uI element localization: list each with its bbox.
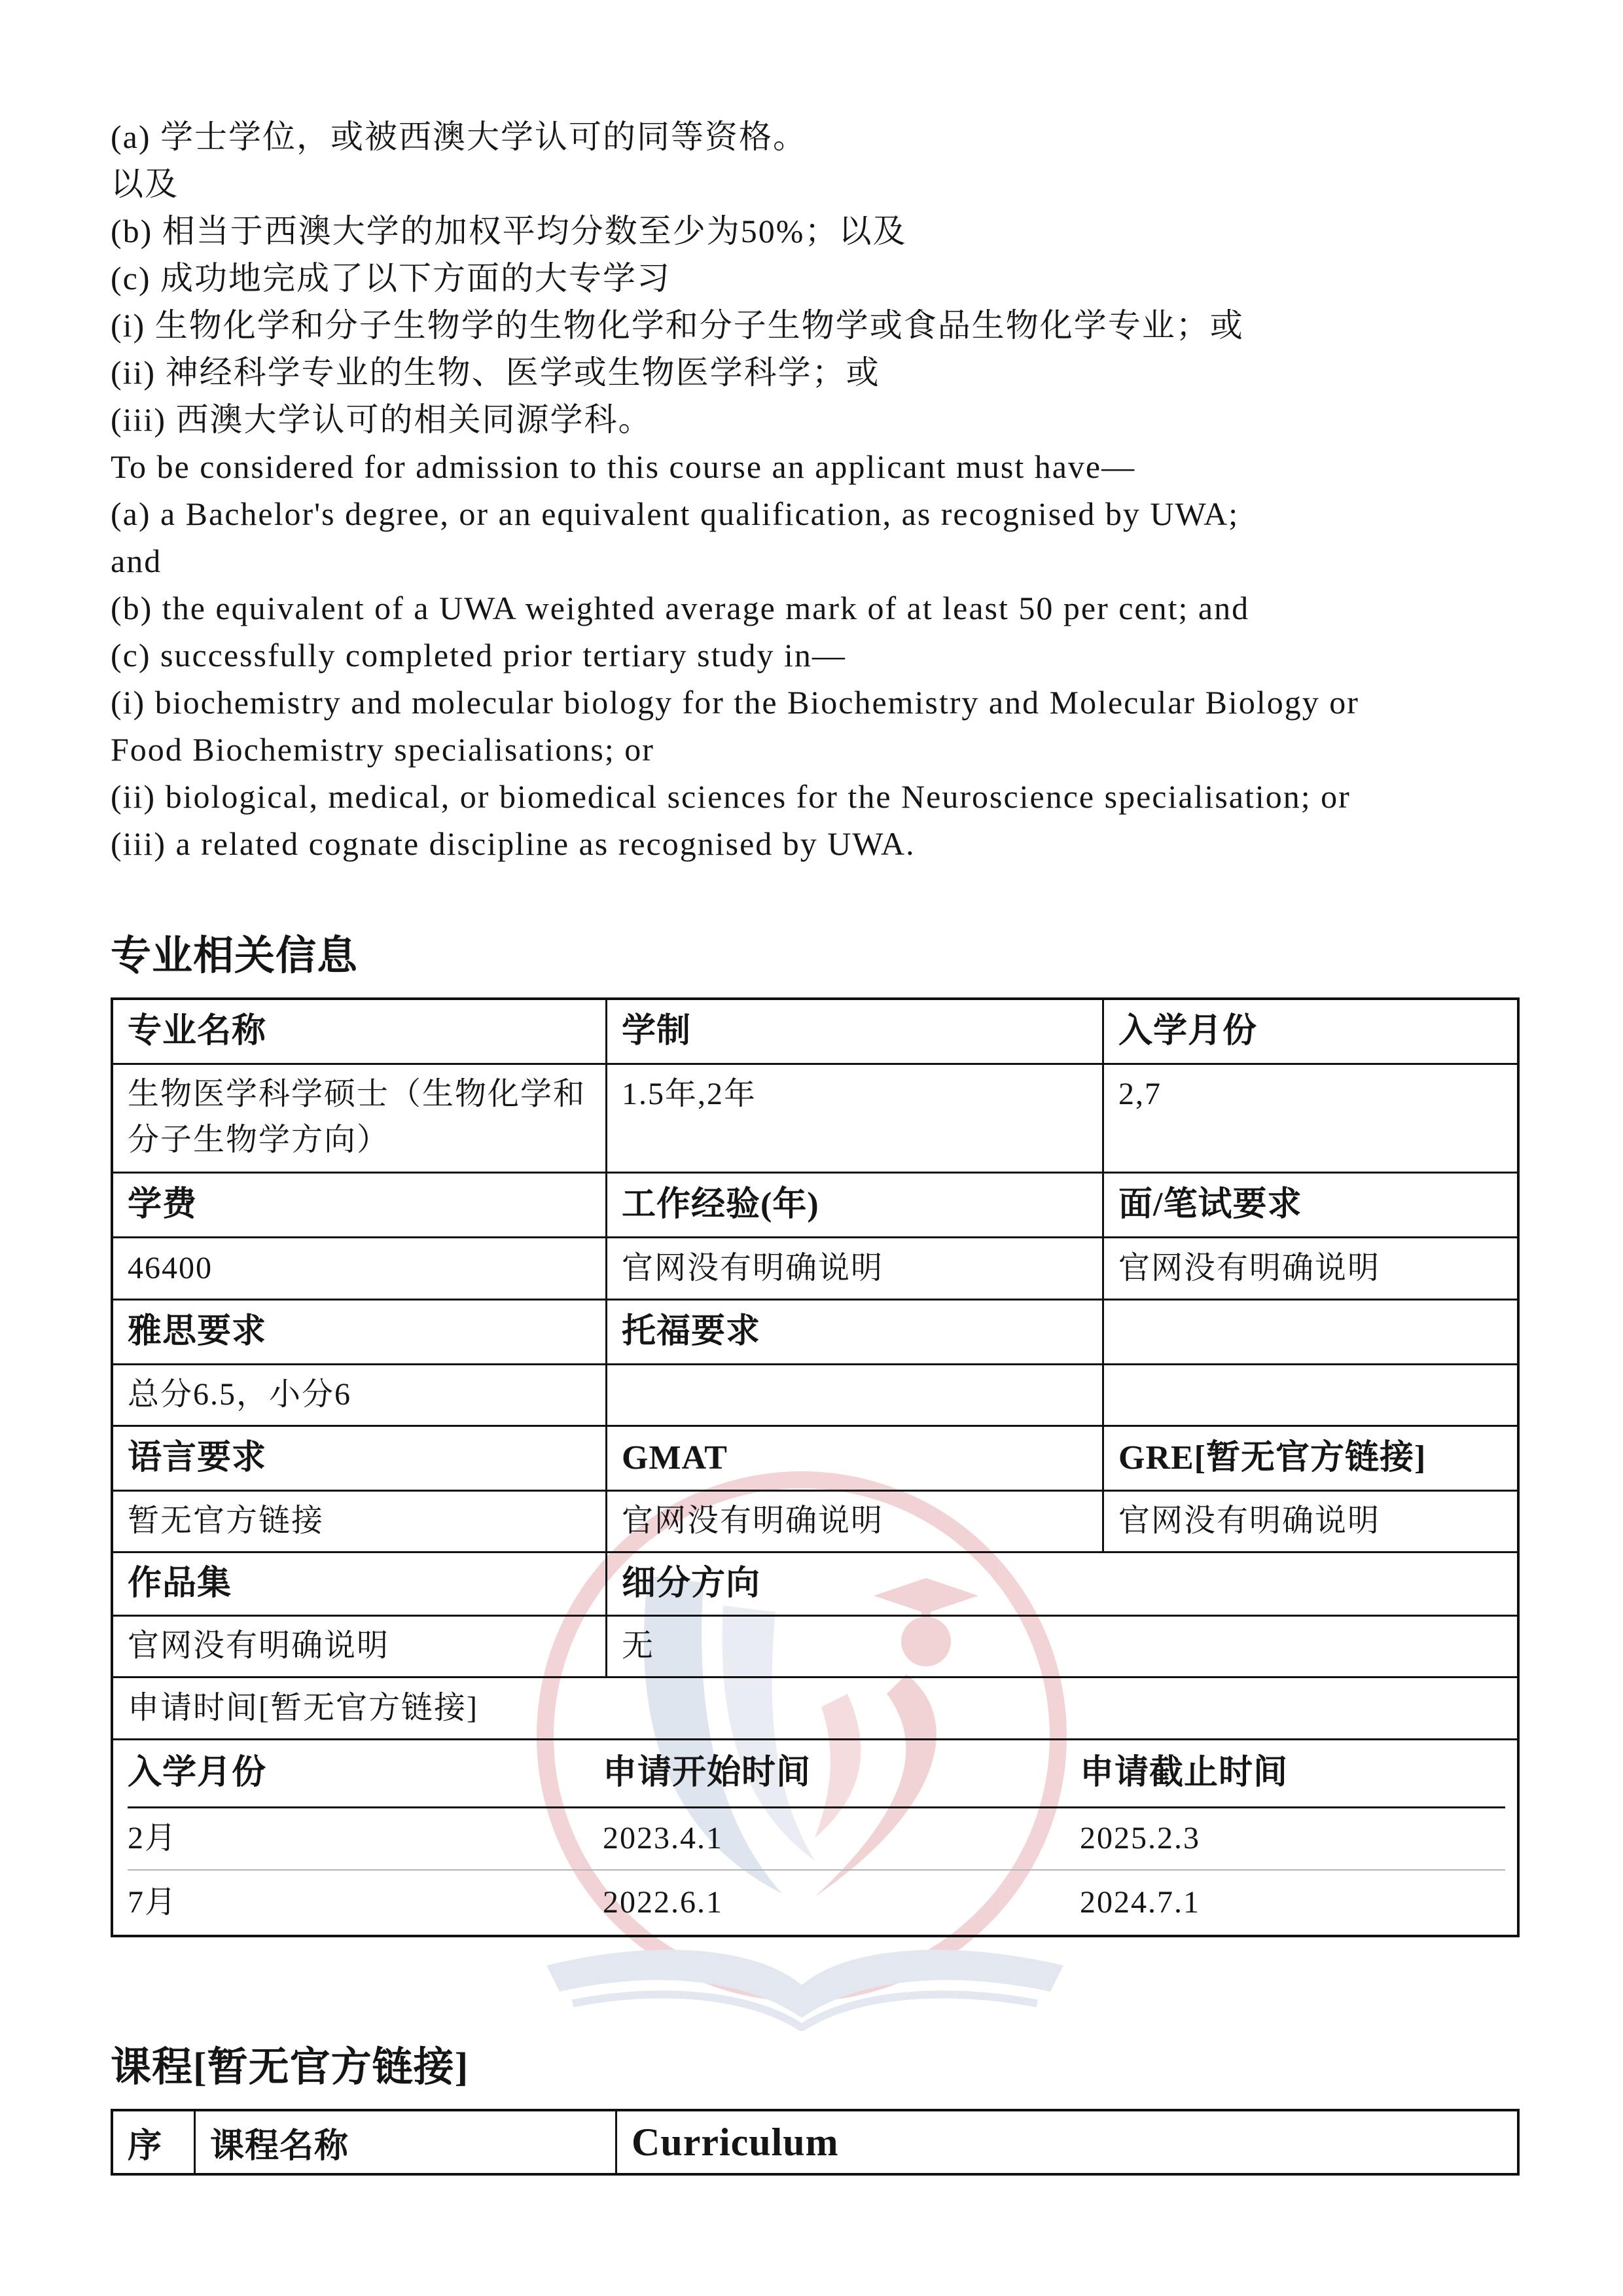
requirement-line: Food Biochemistry specialisations; or xyxy=(111,731,654,768)
requirement-line: (iii) a related cognate discipline as recognised by UWA. xyxy=(111,825,916,862)
intake-month-cell: 2月 xyxy=(128,1808,603,1870)
duration-label: 学制 xyxy=(607,999,1103,1064)
table-row xyxy=(112,1739,1518,1936)
requirement-line: (ii) 神经科学专业的生物、医学或生物医学科学；或 xyxy=(111,354,880,391)
tuition-label: 学费 xyxy=(112,1172,607,1237)
table-row xyxy=(112,1490,1518,1552)
tuition-value: 46400 xyxy=(112,1237,607,1299)
deadline-cell: 2025.2.3 xyxy=(1080,1808,1505,1870)
table-header-row xyxy=(128,1740,1505,1808)
admission-requirements xyxy=(111,113,1359,867)
requirement-line: (i) 生物化学和分子生物学的生物化学和分子生物学或食品生物化学专业；或 xyxy=(111,307,1244,344)
interview-exam-value: 官网没有明确说明 xyxy=(1103,1237,1519,1299)
table-row xyxy=(112,1552,1518,1615)
deadline-cell: 2024.7.1 xyxy=(1080,1884,1200,1920)
column-header-curriculum: Curriculum xyxy=(616,2110,1519,2174)
toefl-label: 托福要求 xyxy=(607,1299,1103,1364)
table-row xyxy=(112,1172,1518,1237)
application-period-table xyxy=(128,1740,1505,1935)
work-experience-value: 官网没有明确说明 xyxy=(607,1237,1103,1299)
program-info-heading: 专业相关信息 xyxy=(111,934,359,978)
program-name-label: 专业名称 xyxy=(112,999,607,1064)
table-row xyxy=(112,1677,1518,1739)
requirement-line: (iii) 西澳大学认可的相关同源学科。 xyxy=(111,401,652,438)
table-row xyxy=(112,1299,1518,1364)
application-period-label: 申请时间[暂无官方链接] xyxy=(112,1677,1518,1739)
duration-value: 1.5年,2年 xyxy=(607,1064,1103,1172)
portfolio-value: 官网没有明确说明 xyxy=(112,1615,607,1677)
table-row xyxy=(112,999,1518,1064)
gmat-value: 官网没有明确说明 xyxy=(607,1490,1103,1552)
gre-value: 官网没有明确说明 xyxy=(1103,1490,1519,1552)
column-header-index: 序 xyxy=(112,2110,195,2174)
table-row xyxy=(112,1426,1518,1490)
table-row xyxy=(112,1615,1518,1677)
work-experience-label: 工作经验(年) xyxy=(607,1172,1103,1237)
open-date-cell: 2023.4.1 xyxy=(603,1808,1080,1870)
requirement-line: (b) the equivalent of a UWA weighted average mark of at least 50 per cent; and xyxy=(111,590,1250,626)
column-header: 申请开始时间 xyxy=(603,1740,1080,1808)
intake-months-label: 入学月份 xyxy=(1103,999,1519,1064)
ielts-value: 总分6.5，小分6 xyxy=(112,1364,607,1426)
requirement-line: (c) 成功地完成了以下方面的大专学习 xyxy=(111,260,671,296)
language-label: 语言要求 xyxy=(112,1426,607,1490)
open-date-cell: 2022.6.1 xyxy=(603,1884,723,1920)
application-period-cell xyxy=(112,1739,1518,1936)
requirement-line: (ii) biological, medical, or biomedical sciences for the Neuroscience specialisation; or xyxy=(111,778,1351,815)
intake-month-cell: 7月 xyxy=(128,1884,178,1920)
specialisation-value: 无 xyxy=(607,1615,1519,1677)
courses-heading: 课程[暂无官方链接] xyxy=(111,2045,469,2090)
column-header: 入学月份 xyxy=(128,1740,603,1808)
requirement-line: (i) biochemistry and molecular biology for the Biochemistry and Molecular Biology or xyxy=(111,684,1359,721)
requirement-line: 以及 xyxy=(111,166,179,202)
intake-months-value: 2,7 xyxy=(1103,1064,1519,1172)
requirement-line: To be considered for admission to this course an applicant must have— xyxy=(111,448,1136,485)
requirement-line: (a) a Bachelor's degree, or an equivalent qualification, as recognised by UWA; xyxy=(111,495,1240,532)
program-info-table xyxy=(111,997,1520,1937)
portfolio-label: 作品集 xyxy=(112,1552,607,1615)
specialisation-label: 细分方向 xyxy=(607,1552,1519,1615)
table-header-row xyxy=(112,2110,1518,2174)
table-row xyxy=(112,1064,1518,1172)
program-name-value: 生物医学科学硕士（生物化学和分子生物学方向） xyxy=(112,1064,607,1172)
gre-label: GRE[暂无官方链接] xyxy=(1103,1426,1519,1490)
language-value: 暂无官方链接 xyxy=(112,1490,607,1552)
requirement-line: (c) successfully completed prior tertiary study in— xyxy=(111,637,846,673)
column-header: 申请截止时间 xyxy=(1080,1740,1505,1808)
ielts-label: 雅思要求 xyxy=(112,1299,607,1364)
toefl-value xyxy=(607,1364,1103,1426)
table-row xyxy=(112,1364,1518,1426)
courses-table xyxy=(111,2109,1520,2176)
empty-cell xyxy=(1103,1299,1519,1364)
table-row xyxy=(112,1237,1518,1299)
interview-exam-label: 面/笔试要求 xyxy=(1103,1172,1519,1237)
empty-cell xyxy=(1103,1364,1519,1426)
requirement-line: (b) 相当于西澳大学的加权平均分数至少为50%；以及 xyxy=(111,213,907,249)
table-row xyxy=(128,1870,1505,1935)
column-header-course-name: 课程名称 xyxy=(195,2110,616,2174)
requirement-line: (a) 学士学位，或被西澳大学认可的同等资格。 xyxy=(111,118,807,155)
table-row xyxy=(128,1808,1505,1870)
requirement-line: and xyxy=(111,543,162,579)
gmat-label: GMAT xyxy=(607,1426,1103,1490)
